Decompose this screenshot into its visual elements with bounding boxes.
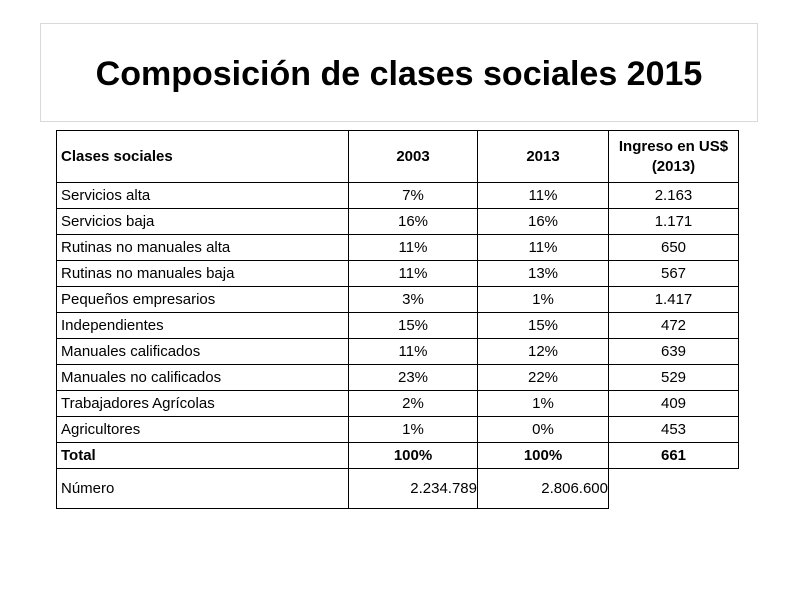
total-income: 661 xyxy=(609,443,739,469)
row-income: 529 xyxy=(609,365,739,391)
row-income: 472 xyxy=(609,313,739,339)
table-row xyxy=(57,313,739,339)
header-2013: 2013 xyxy=(478,131,609,183)
row-income: 650 xyxy=(609,235,739,261)
table-row xyxy=(57,365,739,391)
row-label: Independientes xyxy=(57,313,349,339)
row-income: 2.163 xyxy=(609,183,739,209)
total-2003: 100% xyxy=(349,443,478,469)
table-row xyxy=(57,391,739,417)
numero-row xyxy=(57,469,739,509)
table-row xyxy=(57,287,739,313)
numero-blank xyxy=(609,469,739,509)
header-2003: 2003 xyxy=(349,131,478,183)
row-income: 1.171 xyxy=(609,209,739,235)
row-income: 567 xyxy=(609,261,739,287)
row-2013: 22% xyxy=(478,365,609,391)
row-label: Servicios alta xyxy=(57,183,349,209)
social-classes-table xyxy=(56,130,739,509)
table-row xyxy=(57,417,739,443)
total-2013: 100% xyxy=(478,443,609,469)
row-2003: 15% xyxy=(349,313,478,339)
row-label: Rutinas no manuales baja xyxy=(57,261,349,287)
row-income: 453 xyxy=(609,417,739,443)
row-income: 1.417 xyxy=(609,287,739,313)
row-label: Manuales calificados xyxy=(57,339,349,365)
header-ingreso xyxy=(609,131,739,183)
total-row xyxy=(57,443,739,469)
row-label: Servicios baja xyxy=(57,209,349,235)
row-2003: 16% xyxy=(349,209,478,235)
row-2003: 3% xyxy=(349,287,478,313)
row-label: Manuales no calificados xyxy=(57,365,349,391)
row-2003: 7% xyxy=(349,183,478,209)
row-2003: 1% xyxy=(349,417,478,443)
row-label: Trabajadores Agrícolas xyxy=(57,391,349,417)
table-row xyxy=(57,209,739,235)
row-label: Pequeños empresarios xyxy=(57,287,349,313)
row-2013: 15% xyxy=(478,313,609,339)
table-row xyxy=(57,339,739,365)
table-header-row xyxy=(57,131,739,183)
row-2013: 1% xyxy=(478,287,609,313)
row-label: Agricultores xyxy=(57,417,349,443)
row-2013: 1% xyxy=(478,391,609,417)
table-row xyxy=(57,261,739,287)
table-row xyxy=(57,235,739,261)
slide-title: Composición de clases sociales 2015 xyxy=(95,55,703,93)
row-2003: 2% xyxy=(349,391,478,417)
row-income: 409 xyxy=(609,391,739,417)
numero-2003: 2.234.789 xyxy=(349,469,478,509)
total-label: Total xyxy=(57,443,349,469)
row-2003: 11% xyxy=(349,261,478,287)
title-box xyxy=(40,23,758,122)
numero-2013: 2.806.600 xyxy=(478,469,609,509)
header-ingreso-text: Ingreso en US$ (2013) xyxy=(618,137,729,175)
row-2013: 13% xyxy=(478,261,609,287)
row-2003: 23% xyxy=(349,365,478,391)
table-row xyxy=(57,183,739,209)
row-2013: 12% xyxy=(478,339,609,365)
row-2013: 0% xyxy=(478,417,609,443)
row-income: 639 xyxy=(609,339,739,365)
row-2003: 11% xyxy=(349,235,478,261)
numero-label: Número xyxy=(57,469,349,509)
row-2013: 11% xyxy=(478,183,609,209)
row-label: Rutinas no manuales alta xyxy=(57,235,349,261)
header-clases-sociales: Clases sociales xyxy=(57,131,349,183)
row-2003: 11% xyxy=(349,339,478,365)
row-2013: 11% xyxy=(478,235,609,261)
row-2013: 16% xyxy=(478,209,609,235)
